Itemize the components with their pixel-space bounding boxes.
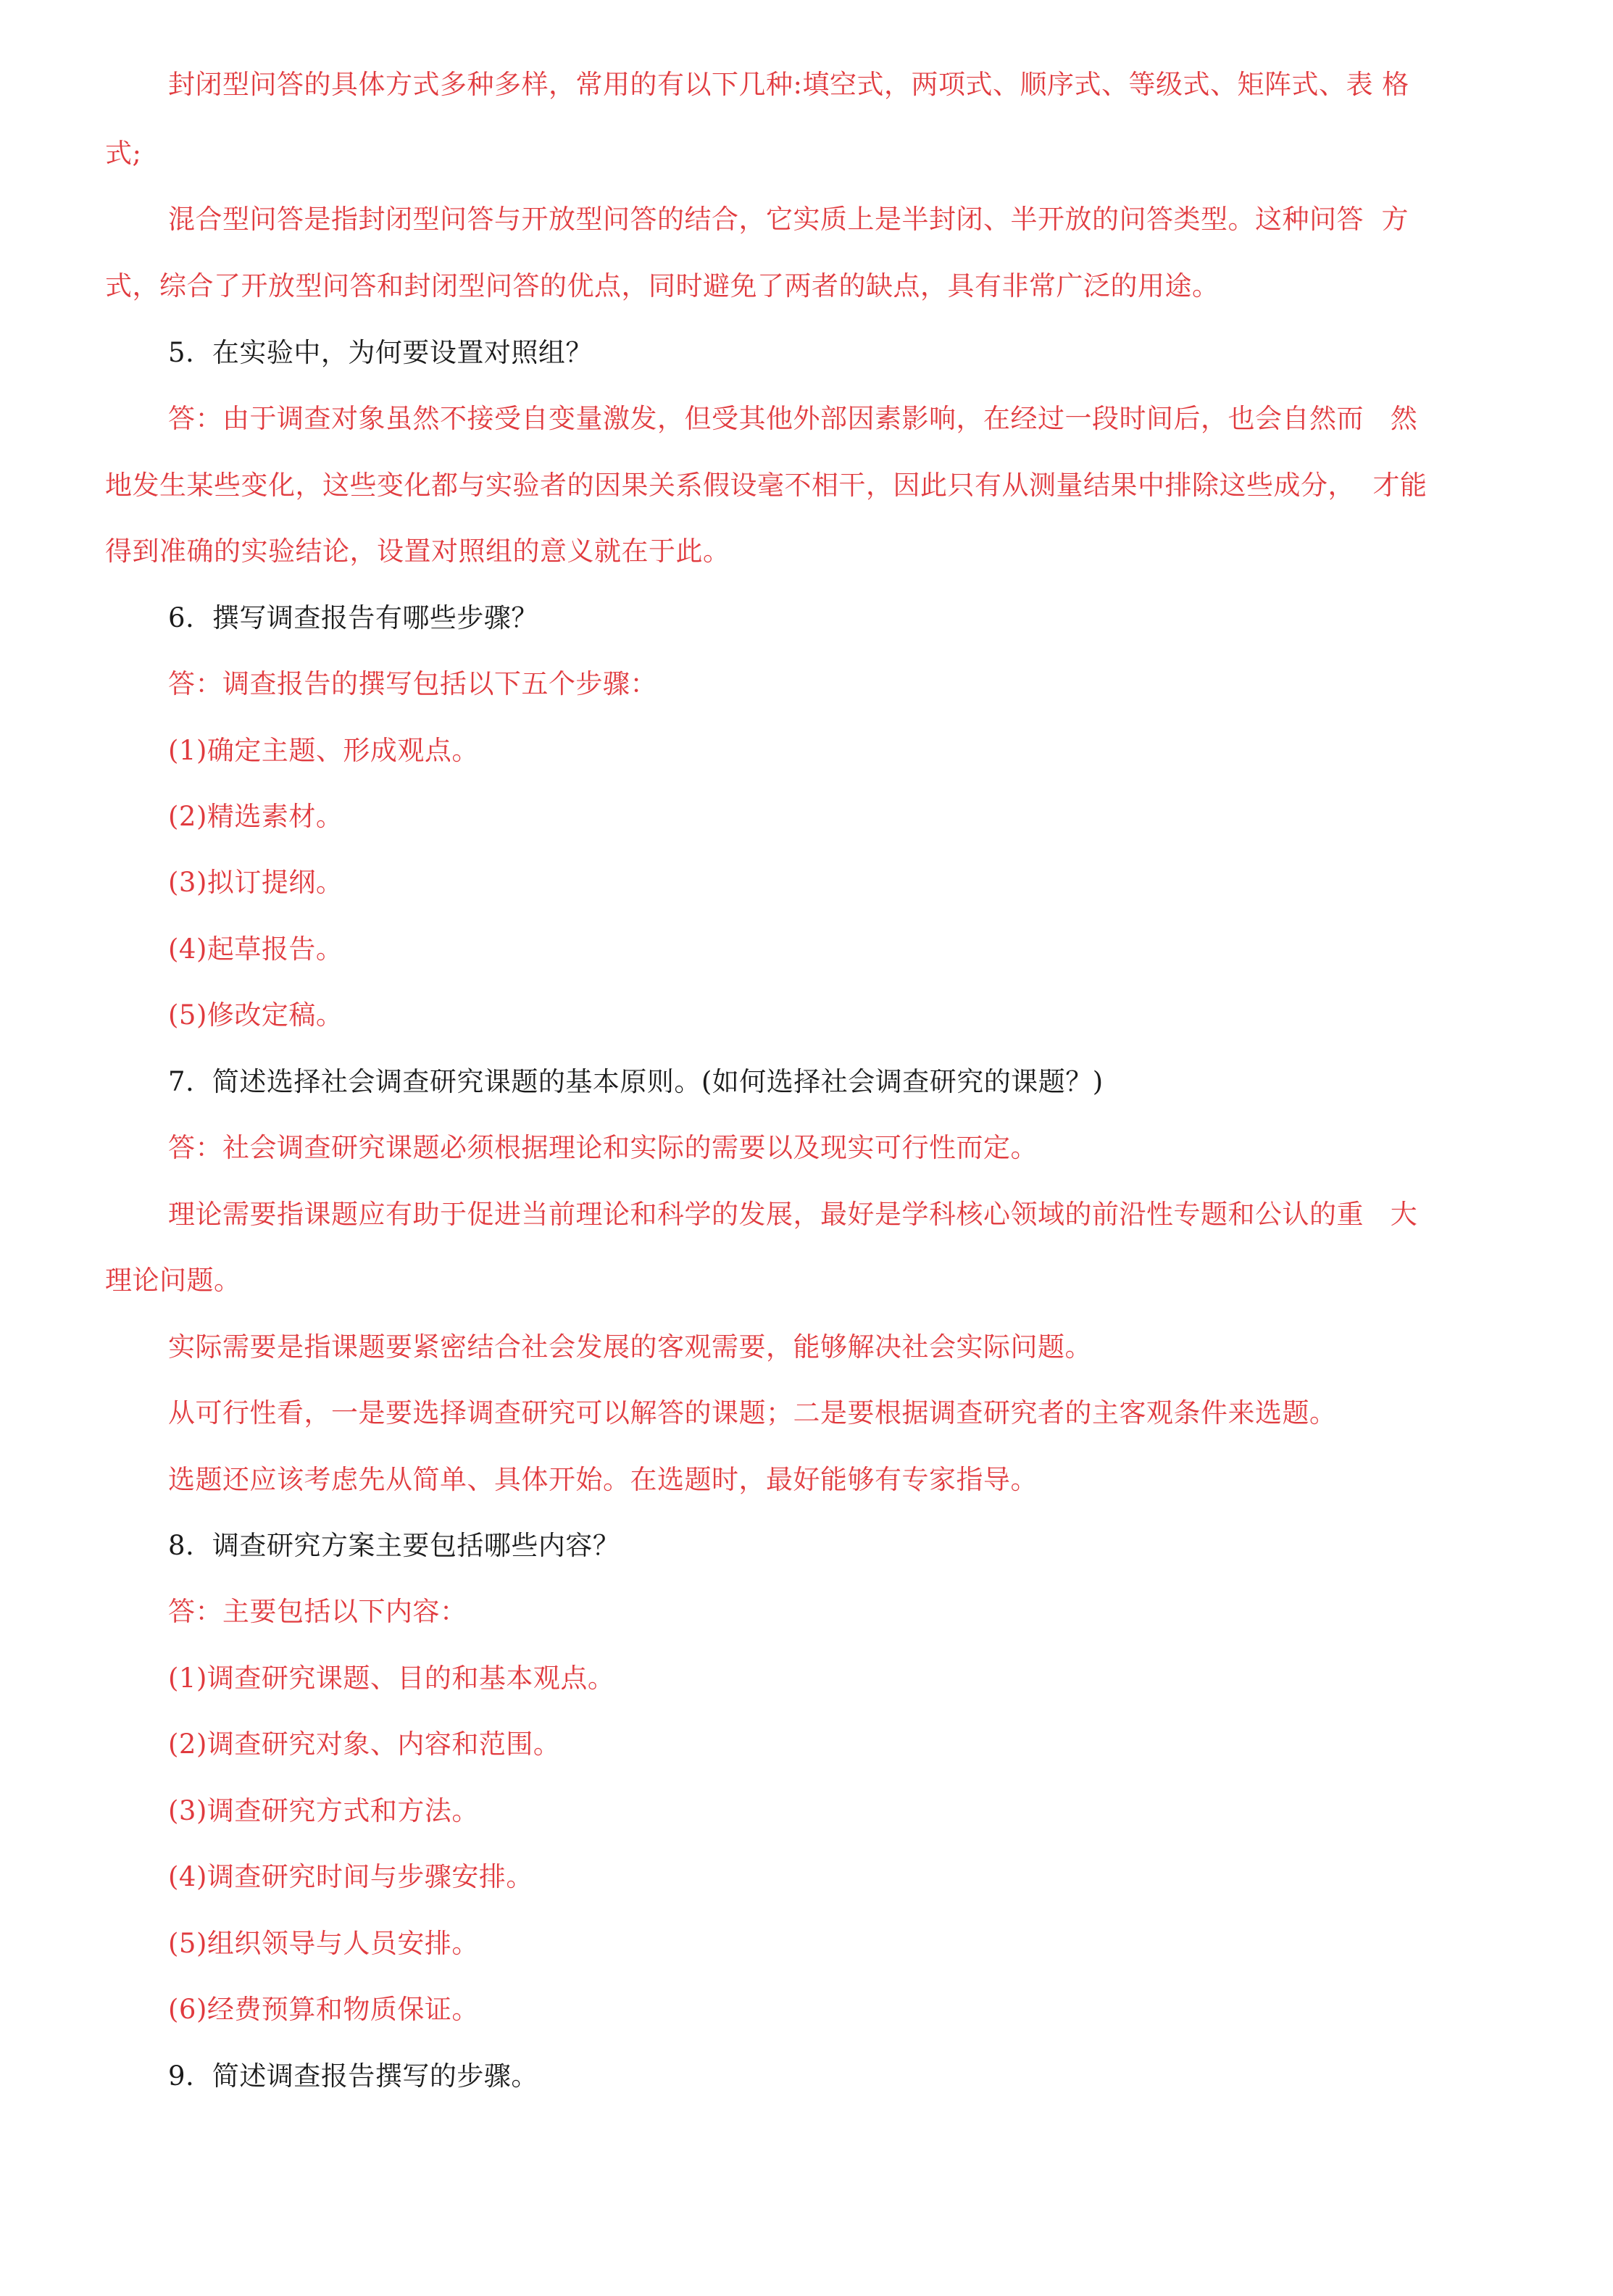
para-closed-types-line1: 封闭型问答的具体方式多种多样，常用的有以下几种:填空式，两项式、顺序式、等级式、矩阵式、表 格 xyxy=(168,69,1409,100)
answer-6-step: (5)修改定稿。 xyxy=(168,999,343,1031)
answer-8-item: (1)调查研究课题、目的和基本观点。 xyxy=(168,1663,615,1694)
answer-8-item: (2)调查研究对象、内容和范围。 xyxy=(168,1729,561,1760)
answer-5-line3: 得到准确的实验结论，设置对照组的意义就在于此。 xyxy=(105,536,730,567)
answer-6-intro: 答：调查报告的撰写包括以下五个步骤： xyxy=(168,668,657,699)
answer-5-line2: 地发生某些变化，这些变化都与实验者的因果关系假设毫不相干，因此只有从测量结果中排除这些成分， 才能 xyxy=(105,470,1427,501)
answer-7-theory-line1: 理论需要指课题应有助于促进当前理论和科学的发展，最好是学科核心领域的前沿性专题和公认的重 大 xyxy=(168,1199,1418,1230)
answer-8-item: (5)组织领导与人员安排。 xyxy=(168,1928,479,1959)
answer-6-step: (3)拟订提纲。 xyxy=(168,867,343,898)
question-9: 9. 简述调查报告撰写的步骤。 xyxy=(168,2060,538,2092)
question-8: 8. 调查研究方案主要包括哪些内容？ xyxy=(168,1530,620,1561)
para-closed-types-line2: 式; xyxy=(105,138,142,169)
answer-8-item: (3)调查研究方式和方法。 xyxy=(168,1795,479,1826)
answer-6-step: (1)确定主题、形成观点。 xyxy=(168,735,479,766)
question-6: 6. 撰写调查报告有哪些步骤？ xyxy=(168,602,538,633)
question-7: 7. 简述选择社会调查研究课题的基本原则。(如何选择社会调查研究的课题？) xyxy=(168,1066,1104,1097)
answer-7-intro: 答：社会调查研究课题必须根据理论和实际的需要以及现实可行性而定。 xyxy=(168,1132,1038,1163)
answer-7-feasibility: 从可行性看，一是要选择调查研究可以解答的课题；二是要根据调查研究者的主客观条件来选题。 xyxy=(168,1397,1337,1428)
question-5: 5. 在实验中，为何要设置对照组？ xyxy=(168,337,593,368)
para-mixed-line1: 混合型问答是指封闭型问答与开放型问答的结合，它实质上是半封闭、半开放的问答类型。这种问答 方 xyxy=(168,204,1409,235)
answer-8-intro: 答：主要包括以下内容： xyxy=(168,1596,467,1627)
answer-7-theory-line2: 理论问题。 xyxy=(105,1265,241,1296)
answer-6-step: (4)起草报告。 xyxy=(168,933,343,965)
answer-8-item: (4)调查研究时间与步骤安排。 xyxy=(168,1861,533,1892)
answer-5-line1: 答：由于调查对象虽然不接受自变量激发，但受其他外部因素影响，在经过一段时间后，也会自然而 然 xyxy=(168,403,1418,434)
answer-8-item: (6)经费预算和物质保证。 xyxy=(168,1994,479,2025)
para-mixed-line2: 式，综合了开放型问答和封闭型问答的优点，同时避免了两者的缺点，具有非常广泛的用途。 xyxy=(105,270,1220,301)
answer-7-advice: 选题还应该考虑先从简单、具体开始。在选题时，最好能够有专家指导。 xyxy=(168,1464,1038,1495)
answer-7-practice: 实际需要是指课题要紧密结合社会发展的客观需要，能够解决社会实际问题。 xyxy=(168,1331,1092,1363)
answer-6-step: (2)精选素材。 xyxy=(168,801,343,832)
